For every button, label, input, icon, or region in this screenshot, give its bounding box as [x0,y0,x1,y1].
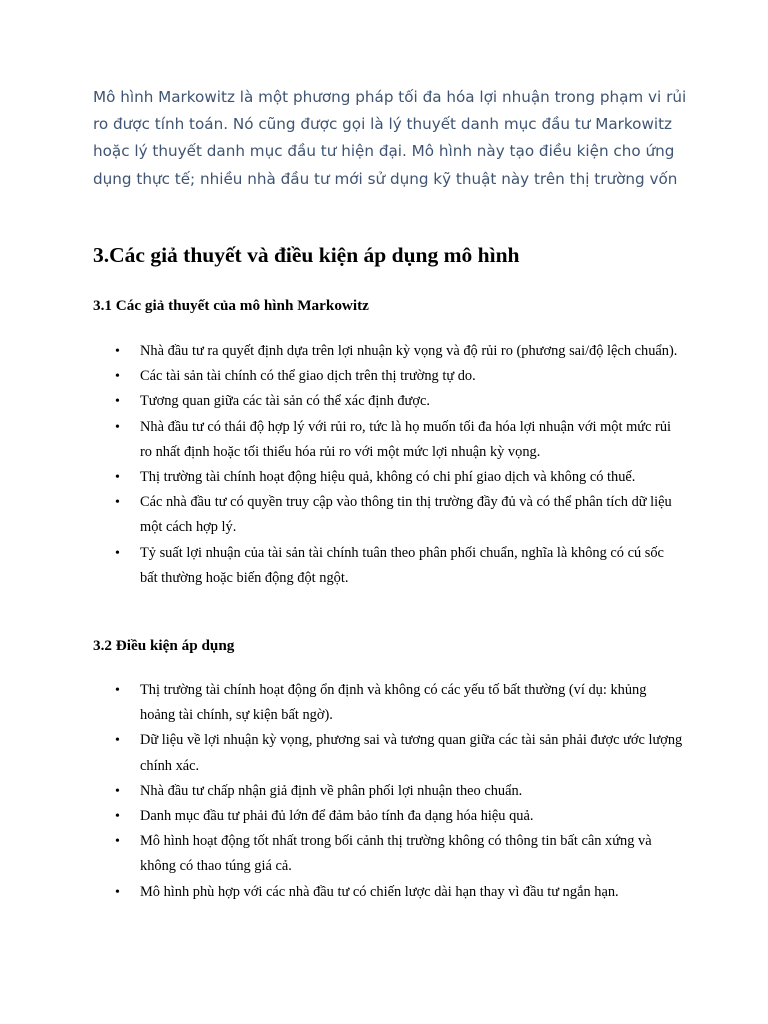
list-item: • Thị trường tài chính hoạt động hiệu quả, không có chi phí giao dịch và không có thuế. [93,465,683,490]
list-item: • Dữ liệu về lợi nhuận kỳ vọng, phương sai và tương quan giữa các tài sản phải được ước lượng chính xác. [93,728,683,778]
list-item: • Nhà đầu tư chấp nhận giả định về phân phối lợi nhuận theo chuẩn. [93,779,683,804]
assumptions-heading: 3.1 Các giả thuyết của mô hình Markowitz [93,297,369,314]
intro-paragraph: Mô hình Markowitz là một phương pháp tối đa hóa lợi nhuận trong phạm vi rủi ro được tính toán. Nó cũng được gọi là lý thuyết danh mục đầu tư Markowitz hoặc lý thuyết danh mục đầu tư hiện đại. Mô hình này tạo điều kiện cho ứng dụng thực tế; nhiều nhà đầu tư mới sử dụng kỹ thuật này trên thị trường vốn [93,88,687,188]
list-item: • Nhà đầu tư có thái độ hợp lý với rủi ro, tức là họ muốn tối đa hóa lợi nhuận với một mức rủi ro nhất định hoặc tối thiểu hóa rủi ro với một mức lợi nhuận kỳ vọng. [93,415,683,465]
list-item: • Thị trường tài chính hoạt động ổn định và không có các yếu tố bất thường (ví dụ: khủng hoảng tài chính, sự kiện bất ngờ). [93,678,683,728]
list-item: • Các nhà đầu tư có quyền truy cập vào thông tin thị trường đầy đủ và có thể phân tích dữ liệu một cách hợp lý. [93,490,683,540]
list-item: • Nhà đầu tư ra quyết định dựa trên lợi nhuận kỳ vọng và độ rủi ro (phương sai/độ lệch chuẩn). [93,339,683,364]
list-item: • Danh mục đầu tư phải đủ lớn để đảm bảo tính đa dạng hóa hiệu quả. [93,804,683,829]
conditions-heading: 3.2 Điều kiện áp dụng [93,637,235,654]
assumptions-list [93,339,683,591]
list-item: • Mô hình phù hợp với các nhà đầu tư có chiến lược dài hạn thay vì đầu tư ngắn hạn. [93,880,683,905]
list-item: • Mô hình hoạt động tốt nhất trong bối cảnh thị trường không có thông tin bất cân xứng và không có thao túng giá cả. [93,829,683,879]
list-item: • Tỷ suất lợi nhuận của tài sản tài chính tuân theo phân phối chuẩn, nghĩa là không có cú sốc bất thường hoặc biến động đột ngột. [93,541,683,591]
section-heading: 3.Các giả thuyết và điều kiện áp dụng mô hình [93,243,520,267]
list-item: • Các tài sản tài chính có thể giao dịch trên thị trường tự do. [93,364,683,389]
list-item: • Tương quan giữa các tài sản có thể xác định được. [93,389,683,414]
conditions-list [93,678,683,905]
